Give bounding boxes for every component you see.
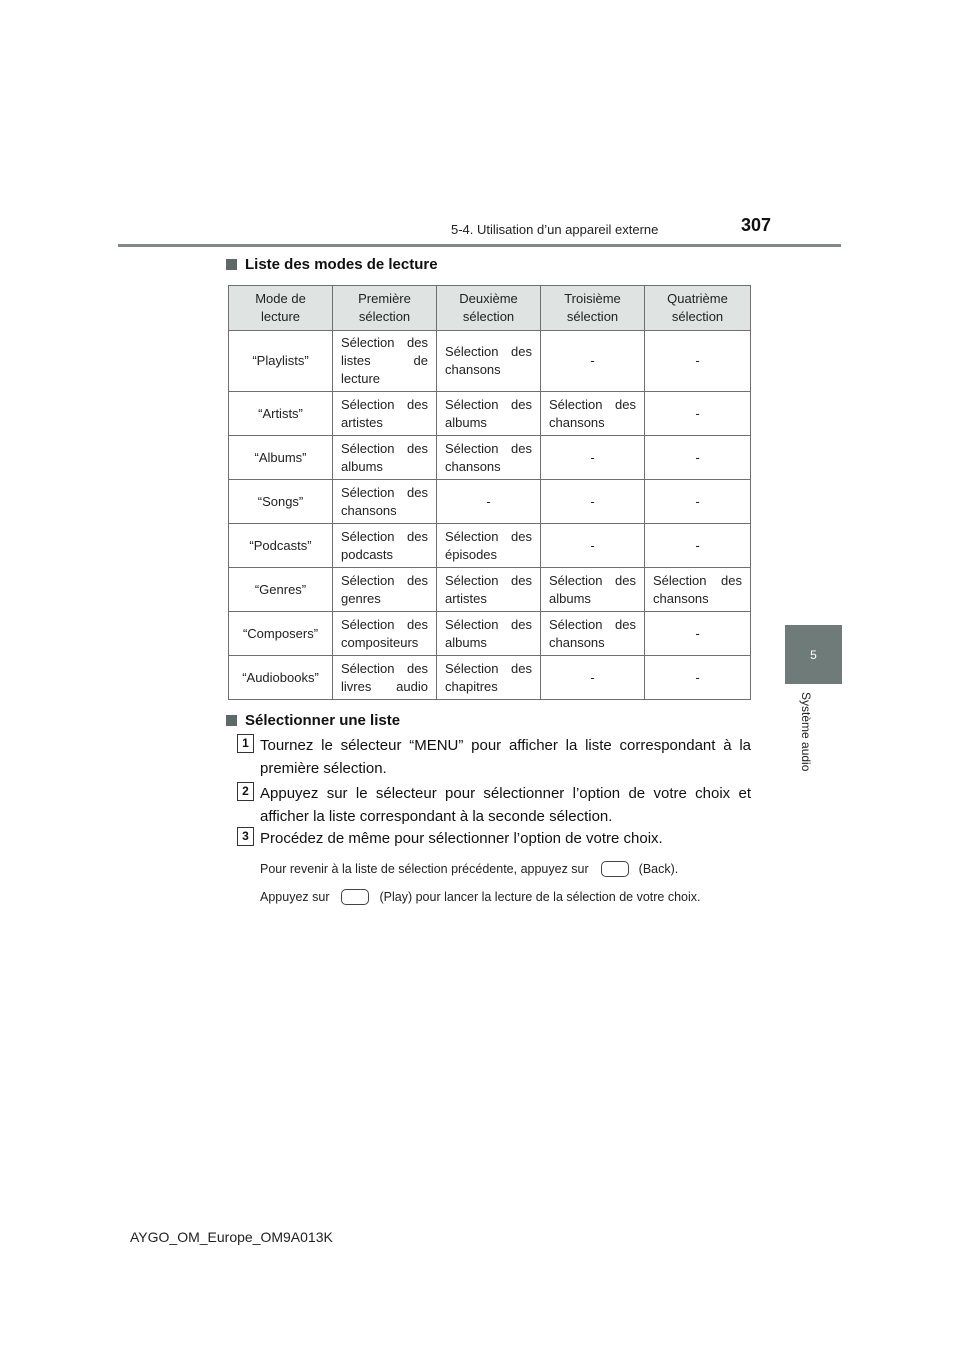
table-cell: Sélection des albums — [437, 612, 541, 656]
table-cell: Sélection des albums — [333, 436, 437, 480]
step-1 — [237, 734, 751, 780]
chapter-tab — [785, 625, 842, 684]
mode-cell: “Artists” — [229, 392, 333, 436]
step-2 — [237, 782, 751, 828]
table-row — [229, 524, 751, 568]
page-number: 307 — [741, 215, 772, 235]
table-cell: Sélection des chansons — [541, 392, 645, 436]
step-text: Appuyez sur le sélecteur pour sélectionner l’option de votre choix et afficher la liste correspondant à la seconde sélection. — [260, 785, 751, 825]
table-cell: Sélection des albums — [437, 392, 541, 436]
select-list-heading — [226, 712, 400, 729]
mode-cell: “Albums” — [229, 436, 333, 480]
table-cell: Sélection des épisodes — [437, 524, 541, 568]
back-note-suffix: (Back). — [638, 862, 679, 876]
play-button-icon — [341, 889, 369, 905]
table-cell: Sélection des livres audio — [333, 656, 437, 700]
table-row — [229, 612, 751, 656]
table-cell: - — [541, 331, 645, 392]
step-number-badge: 3 — [237, 827, 254, 846]
select-list-heading-text: Sélectionner une liste — [245, 712, 401, 729]
back-note — [260, 861, 678, 877]
table-cell: - — [645, 331, 751, 392]
step-text: Procédez de même pour sélectionner l’option de votre choix. — [260, 830, 663, 847]
column-header: Première sélection — [333, 286, 437, 331]
chapter-label: Système audio — [799, 692, 813, 772]
table-cell: - — [541, 656, 645, 700]
mode-cell: “Songs” — [229, 480, 333, 524]
playback-modes-heading — [226, 256, 438, 273]
step-number-badge: 1 — [237, 734, 254, 753]
table-row — [229, 656, 751, 700]
table-cell: - — [645, 524, 751, 568]
play-note-text: Appuyez sur — [260, 890, 330, 904]
table-row — [229, 436, 751, 480]
mode-cell: “Podcasts” — [229, 524, 333, 568]
table-cell: - — [541, 480, 645, 524]
table-cell: Sélection des chansons — [437, 436, 541, 480]
table-cell: - — [645, 436, 751, 480]
table-cell: - — [645, 612, 751, 656]
mode-cell: “Audiobooks” — [229, 656, 333, 700]
table-cell: Sélection des chapitres — [437, 656, 541, 700]
header-section-title: 5-4. Utilisation d’un appareil externe — [451, 222, 659, 237]
column-header: Troisième sélection — [541, 286, 645, 331]
square-bullet-icon — [226, 259, 237, 270]
play-note-suffix: (Play) pour lancer la lecture de la sélection de votre choix. — [379, 890, 701, 904]
playback-modes-heading-text: Liste des modes de lecture — [245, 256, 438, 273]
step-3 — [237, 827, 751, 850]
table-row — [229, 568, 751, 612]
table-cell: Sélection des chansons — [645, 568, 751, 612]
back-button-icon — [601, 861, 629, 877]
table-cell: Sélection des compositeurs — [333, 612, 437, 656]
chapter-number: 5 — [810, 647, 817, 662]
table-header-row — [229, 286, 751, 331]
table-cell: Sélection des artistes — [437, 568, 541, 612]
table-cell: Sélection des chansons — [541, 612, 645, 656]
table-cell: - — [437, 480, 541, 524]
table-cell: Sélection des chansons — [437, 331, 541, 392]
playback-modes-table — [228, 285, 751, 700]
table-cell: - — [645, 480, 751, 524]
table-cell: - — [645, 656, 751, 700]
square-bullet-icon — [226, 715, 237, 726]
column-header: Quatrième sélection — [645, 286, 751, 331]
table-row — [229, 392, 751, 436]
mode-cell: “Genres” — [229, 568, 333, 612]
column-header: Mode de lecture — [229, 286, 333, 331]
table-cell: Sélection des listes de lecture — [333, 331, 437, 392]
table-cell: - — [541, 524, 645, 568]
mode-cell: “Composers” — [229, 612, 333, 656]
column-header: Deuxième sélection — [437, 286, 541, 331]
table-cell: Sélection des genres — [333, 568, 437, 612]
table-cell: Sélection des chansons — [333, 480, 437, 524]
table-row — [229, 480, 751, 524]
back-note-text: Pour revenir à la liste de sélection précédente, appuyez sur — [260, 862, 589, 876]
table-cell: Sélection des artistes — [333, 392, 437, 436]
table-cell: Sélection des albums — [541, 568, 645, 612]
step-text: Tournez le sélecteur “MENU” pour afficher la liste correspondant à la première sélection. — [260, 737, 751, 777]
table-cell: - — [541, 436, 645, 480]
table-row — [229, 331, 751, 392]
document-id: AYGO_OM_Europe_OM9A013K — [130, 1229, 333, 1245]
table-cell: - — [645, 392, 751, 436]
mode-cell: “Playlists” — [229, 331, 333, 392]
play-note — [260, 889, 700, 905]
step-number-badge: 2 — [237, 782, 254, 801]
header-divider — [118, 244, 841, 247]
table-cell: Sélection des podcasts — [333, 524, 437, 568]
